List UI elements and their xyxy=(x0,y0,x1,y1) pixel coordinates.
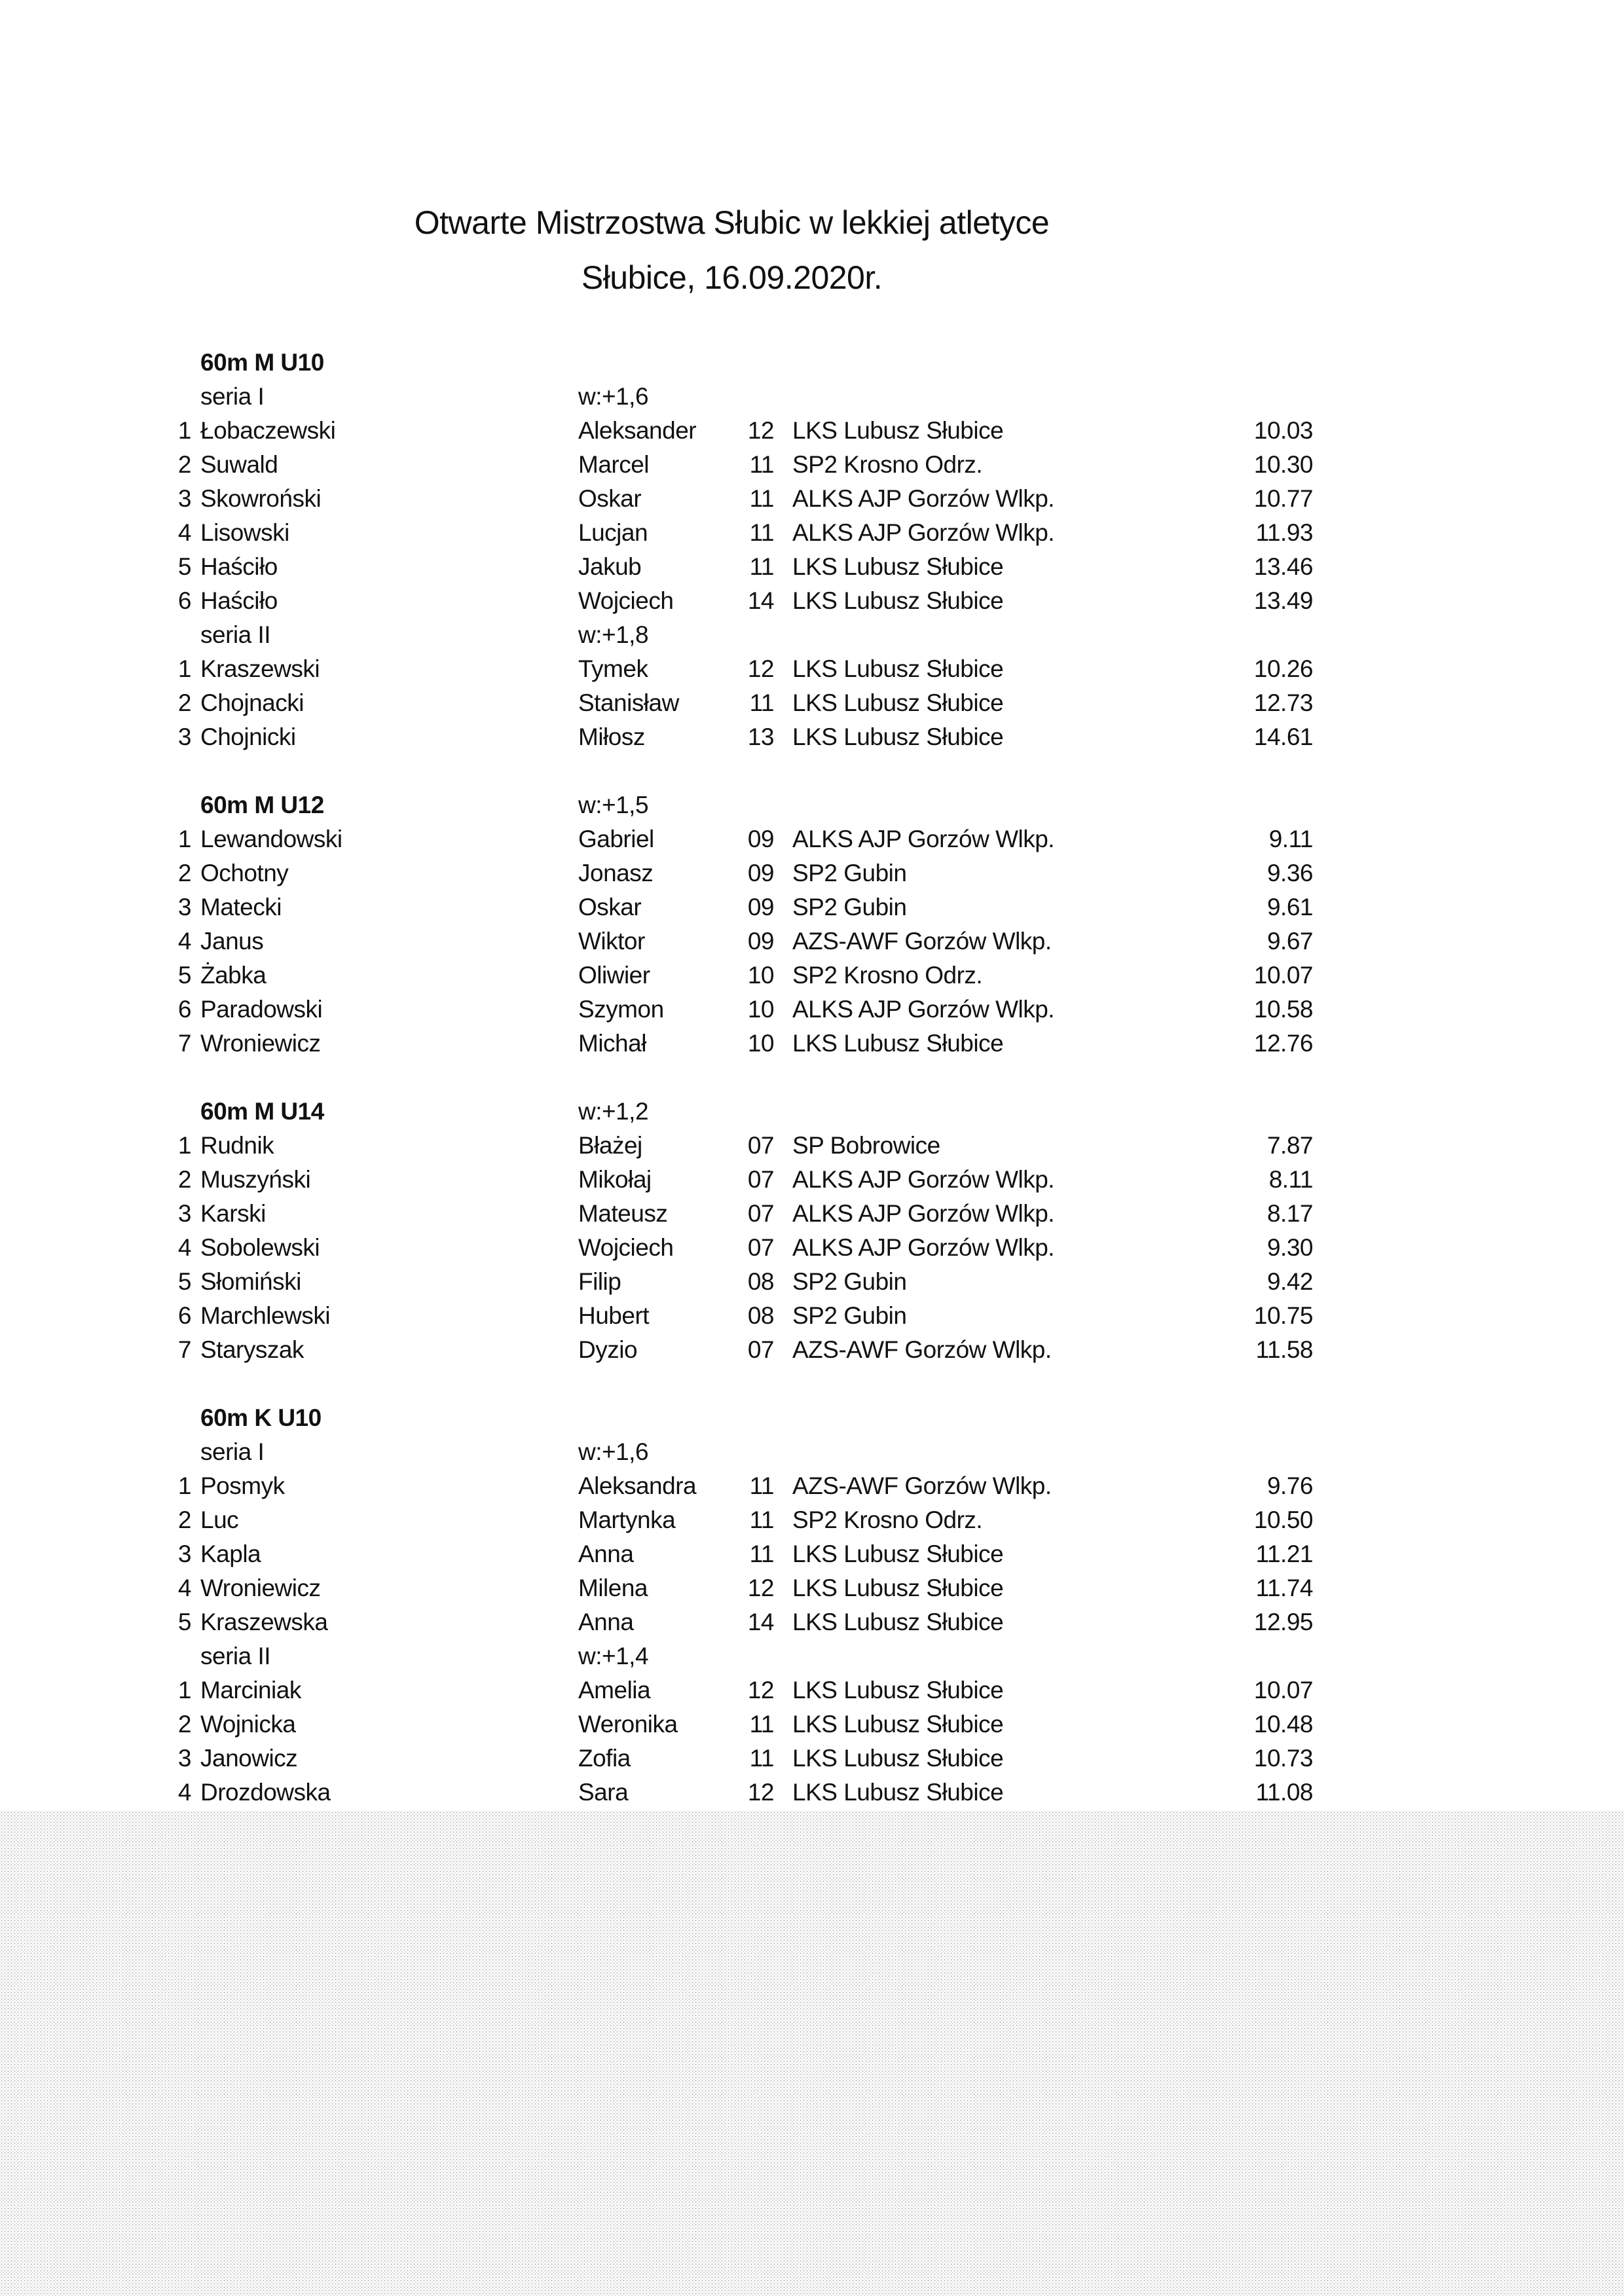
firstname-cell: Sara xyxy=(578,1779,629,1806)
event-section xyxy=(151,1401,1313,1810)
surname-cell: Skowroński xyxy=(200,485,322,512)
results-sections xyxy=(151,346,1313,1810)
event-title: 60m M U10 xyxy=(200,349,324,376)
result-cell: 12.73 xyxy=(1253,689,1313,716)
place-cell: 2 xyxy=(177,860,191,886)
result-row xyxy=(151,1333,1313,1367)
firstname-cell: Marcel xyxy=(578,451,650,478)
firstname-cell: Oskar xyxy=(578,894,642,920)
club-cell: SP Bobrowice xyxy=(792,1132,940,1159)
club-cell: LKS Lubusz Słubice xyxy=(792,655,1004,682)
club-cell: LKS Lubusz Słubice xyxy=(792,1677,1004,1704)
surname-cell: Karski xyxy=(200,1200,266,1227)
year-cell: 11 xyxy=(749,451,774,478)
firstname-cell: Amelia xyxy=(578,1677,651,1704)
event-title: 60m M U14 xyxy=(200,1098,324,1125)
result-cell: 10.07 xyxy=(1253,1677,1313,1704)
place-cell xyxy=(151,380,191,414)
result-cell: 9.76 xyxy=(1266,1472,1313,1499)
year-cell: 11 xyxy=(749,689,774,716)
year-cell: 13 xyxy=(747,723,774,750)
result-row xyxy=(151,1231,1313,1265)
year-cell: 09 xyxy=(747,928,774,955)
surname-cell: Suwald xyxy=(200,451,278,478)
club-cell: ALKS AJP Gorzów Wlkp. xyxy=(792,826,1055,852)
place-cell xyxy=(151,1095,191,1129)
surname-cell: Kraszewska xyxy=(200,1609,328,1635)
result-cell: 12.95 xyxy=(1253,1609,1313,1635)
year-cell: 10 xyxy=(747,962,774,989)
result-cell: 8.11 xyxy=(1268,1166,1313,1193)
document-title: Otwarte Mistrzostwa Słubic w lekkiej atletyce xyxy=(414,204,1050,241)
firstname-cell: Miłosz xyxy=(578,723,645,750)
club-cell: LKS Lubusz Słubice xyxy=(792,1711,1004,1738)
place-cell: 4 xyxy=(177,519,191,546)
surname-cell: Wroniewicz xyxy=(200,1030,321,1057)
place-cell: 5 xyxy=(177,962,191,989)
firstname-cell: Zofia xyxy=(578,1745,631,1772)
club-cell: AZS-AWF Gorzów Wlkp. xyxy=(792,1336,1052,1363)
year-cell: 11 xyxy=(749,1506,774,1533)
club-cell: SP2 Gubin xyxy=(792,860,907,886)
place-cell: 3 xyxy=(177,1745,191,1772)
place-cell: 3 xyxy=(177,1540,191,1567)
club-cell: LKS Lubusz Słubice xyxy=(792,689,1004,716)
result-row xyxy=(151,1469,1313,1503)
year-cell: 14 xyxy=(747,1609,774,1635)
result-cell: 13.46 xyxy=(1253,553,1313,580)
surname-cell: Lewandowski xyxy=(200,826,342,852)
club-cell: ALKS AJP Gorzów Wlkp. xyxy=(792,1200,1055,1227)
result-cell: 9.11 xyxy=(1268,826,1313,852)
firstname-cell: Oliwier xyxy=(578,962,650,989)
surname-cell: Muszyński xyxy=(200,1166,311,1193)
surname-cell: Sobolewski xyxy=(200,1234,320,1261)
place-cell: 1 xyxy=(177,417,191,444)
club-cell: LKS Lubusz Słubice xyxy=(792,723,1004,750)
surname-cell: Staryszak xyxy=(200,1336,304,1363)
place-cell: 6 xyxy=(177,587,191,614)
club-cell: ALKS AJP Gorzów Wlkp. xyxy=(792,1234,1055,1261)
firstname-cell: Milena xyxy=(578,1575,648,1601)
place-cell: 4 xyxy=(177,1575,191,1601)
year-cell: 11 xyxy=(749,553,774,580)
section-header-row xyxy=(151,346,1313,380)
result-row xyxy=(151,924,1313,958)
year-cell: 09 xyxy=(747,860,774,886)
result-row xyxy=(151,1707,1313,1741)
surname-cell: Posmyk xyxy=(200,1472,285,1499)
result-cell: 9.67 xyxy=(1266,928,1313,955)
surname-cell: Chojnacki xyxy=(200,689,304,716)
result-row xyxy=(151,1163,1313,1197)
club-cell: LKS Lubusz Słubice xyxy=(792,1540,1004,1567)
heat-label-row xyxy=(151,380,1313,414)
heat-label: seria II xyxy=(200,621,271,648)
club-cell: SP2 Gubin xyxy=(792,1302,907,1329)
result-row xyxy=(151,584,1313,618)
result-row xyxy=(151,516,1313,550)
result-cell: 11.93 xyxy=(1255,519,1313,546)
heat-label-row xyxy=(151,618,1313,652)
result-row xyxy=(151,1027,1313,1061)
result-row xyxy=(151,1265,1313,1299)
firstname-cell: Dyzio xyxy=(578,1336,638,1363)
club-cell: SP2 Krosno Odrz. xyxy=(792,1506,983,1533)
year-cell: 12 xyxy=(747,1779,774,1806)
result-cell: 10.26 xyxy=(1253,655,1313,682)
result-cell: 11.74 xyxy=(1255,1575,1313,1601)
section-header-row xyxy=(151,1095,1313,1129)
heat-label-row xyxy=(151,1435,1313,1469)
result-cell: 14.61 xyxy=(1253,723,1313,750)
club-cell: LKS Lubusz Słubice xyxy=(792,587,1004,614)
result-row xyxy=(151,1537,1313,1571)
result-row xyxy=(151,1673,1313,1707)
year-cell: 07 xyxy=(747,1336,774,1363)
club-cell: LKS Lubusz Słubice xyxy=(792,1609,1004,1635)
wind-value: w:+1,2 xyxy=(578,1098,649,1125)
firstname-cell: Mateusz xyxy=(578,1200,668,1227)
year-cell: 10 xyxy=(747,996,774,1023)
result-row xyxy=(151,890,1313,924)
place-cell: 2 xyxy=(177,689,191,716)
surname-cell: Drozdowska xyxy=(200,1779,331,1806)
result-cell: 10.75 xyxy=(1253,1302,1313,1329)
surname-cell: Wroniewicz xyxy=(200,1575,321,1601)
result-cell: 7.87 xyxy=(1266,1132,1313,1159)
result-row xyxy=(151,1197,1313,1231)
surname-cell: Łobaczewski xyxy=(200,417,336,444)
club-cell: LKS Lubusz Słubice xyxy=(792,1779,1004,1806)
year-cell: 08 xyxy=(747,1268,774,1295)
club-cell: SP2 Gubin xyxy=(792,1268,907,1295)
event-section xyxy=(151,788,1313,1061)
firstname-cell: Hubert xyxy=(578,1302,650,1329)
place-cell xyxy=(151,1435,191,1469)
heat-label: seria I xyxy=(200,1438,265,1465)
surname-cell: Janowicz xyxy=(200,1745,298,1772)
place-cell xyxy=(151,1401,191,1435)
firstname-cell: Jonasz xyxy=(578,860,654,886)
place-cell: 2 xyxy=(177,1166,191,1193)
firstname-cell: Oskar xyxy=(578,485,642,512)
year-cell: 11 xyxy=(749,1711,774,1738)
result-cell: 9.30 xyxy=(1266,1234,1313,1261)
surname-cell: Marchlewski xyxy=(200,1302,331,1329)
firstname-cell: Szymon xyxy=(578,996,664,1023)
section-header-row xyxy=(151,788,1313,822)
club-cell: AZS-AWF Gorzów Wlkp. xyxy=(792,928,1052,955)
club-cell: ALKS AJP Gorzów Wlkp. xyxy=(792,485,1055,512)
result-row xyxy=(151,720,1313,754)
result-row xyxy=(151,686,1313,720)
place-cell: 1 xyxy=(177,826,191,852)
wind-value: w:+1,6 xyxy=(578,1438,649,1465)
surname-cell: Marciniak xyxy=(200,1677,301,1704)
firstname-cell: Wiktor xyxy=(578,928,645,955)
place-cell: 3 xyxy=(177,894,191,920)
heat-label-row xyxy=(151,1639,1313,1673)
place-cell: 4 xyxy=(177,1779,191,1806)
place-cell: 1 xyxy=(177,1132,191,1159)
result-cell: 11.21 xyxy=(1255,1540,1313,1567)
place-cell: 3 xyxy=(177,1200,191,1227)
place-cell: 3 xyxy=(177,723,191,750)
result-row xyxy=(151,1571,1313,1605)
year-cell: 12 xyxy=(747,417,774,444)
result-cell: 8.17 xyxy=(1266,1200,1313,1227)
firstname-cell: Wojciech xyxy=(578,587,674,614)
year-cell: 11 xyxy=(749,1472,774,1499)
place-cell: 5 xyxy=(177,1268,191,1295)
place-cell xyxy=(151,346,191,380)
surname-cell: Słomiński xyxy=(200,1268,301,1295)
club-cell: ALKS AJP Gorzów Wlkp. xyxy=(792,519,1055,546)
firstname-cell: Tymek xyxy=(578,655,648,682)
place-cell: 6 xyxy=(177,996,191,1023)
event-title: 60m K U10 xyxy=(200,1404,322,1431)
surname-cell: Żabka xyxy=(200,962,267,989)
club-cell: SP2 Gubin xyxy=(792,894,907,920)
year-cell: 09 xyxy=(747,826,774,852)
result-row xyxy=(151,958,1313,993)
year-cell: 10 xyxy=(747,1030,774,1057)
result-cell: 11.08 xyxy=(1255,1779,1313,1806)
wind-value: w:+1,8 xyxy=(578,621,649,648)
result-row xyxy=(151,1503,1313,1537)
firstname-cell: Anna xyxy=(578,1540,634,1567)
year-cell: 07 xyxy=(747,1234,774,1261)
club-cell: LKS Lubusz Słubice xyxy=(792,1745,1004,1772)
result-cell: 9.61 xyxy=(1266,894,1313,920)
result-cell: 10.03 xyxy=(1253,417,1313,444)
year-cell: 12 xyxy=(747,655,774,682)
surname-cell: Matecki xyxy=(200,894,282,920)
firstname-cell: Weronika xyxy=(578,1711,678,1738)
result-cell: 10.73 xyxy=(1253,1745,1313,1772)
year-cell: 12 xyxy=(747,1575,774,1601)
event-title: 60m M U12 xyxy=(200,792,324,818)
place-cell: 2 xyxy=(177,1711,191,1738)
surname-cell: Ochotny xyxy=(200,860,289,886)
surname-cell: Lisowski xyxy=(200,519,289,546)
result-cell: 10.07 xyxy=(1253,962,1313,989)
result-row xyxy=(151,856,1313,890)
place-cell: 1 xyxy=(177,655,191,682)
event-section xyxy=(151,1095,1313,1367)
event-section xyxy=(151,346,1313,754)
surname-cell: Janus xyxy=(200,928,264,955)
place-cell: 4 xyxy=(177,1234,191,1261)
firstname-cell: Martynka xyxy=(578,1506,676,1533)
result-row xyxy=(151,1776,1313,1810)
year-cell: 07 xyxy=(747,1166,774,1193)
result-cell: 11.58 xyxy=(1255,1336,1313,1363)
club-cell: SP2 Krosno Odrz. xyxy=(792,962,983,989)
result-cell: 10.30 xyxy=(1253,451,1313,478)
firstname-cell: Błażej xyxy=(578,1132,642,1159)
place-cell: 2 xyxy=(177,451,191,478)
result-row xyxy=(151,550,1313,584)
result-row xyxy=(151,1299,1313,1333)
result-row xyxy=(151,1741,1313,1776)
firstname-cell: Lucjan xyxy=(578,519,648,546)
year-cell: 11 xyxy=(749,519,774,546)
club-cell: LKS Lubusz Słubice xyxy=(792,1030,1004,1057)
result-cell: 10.50 xyxy=(1253,1506,1313,1533)
result-cell: 10.48 xyxy=(1253,1711,1313,1738)
firstname-cell: Jakub xyxy=(578,553,642,580)
club-cell: ALKS AJP Gorzów Wlkp. xyxy=(792,996,1055,1023)
place-cell: 7 xyxy=(177,1336,191,1363)
year-cell: 11 xyxy=(749,485,774,512)
wind-value: w:+1,5 xyxy=(578,792,649,818)
result-row xyxy=(151,652,1313,686)
firstname-cell: Mikołaj xyxy=(578,1166,652,1193)
surname-cell: Kapla xyxy=(200,1540,261,1567)
place-cell: 5 xyxy=(177,1609,191,1635)
year-cell: 11 xyxy=(749,1540,774,1567)
wind-value: w:+1,4 xyxy=(578,1643,649,1669)
result-cell: 10.58 xyxy=(1253,996,1313,1023)
year-cell: 09 xyxy=(747,894,774,920)
year-cell: 12 xyxy=(747,1677,774,1704)
document-subtitle: Słubice, 16.09.2020r. xyxy=(581,259,883,296)
heat-label: seria II xyxy=(200,1643,271,1669)
title-block xyxy=(151,0,1313,305)
result-cell: 13.49 xyxy=(1253,587,1313,614)
place-cell xyxy=(151,618,191,652)
result-cell: 9.42 xyxy=(1266,1268,1313,1295)
firstname-cell: Aleksandra xyxy=(578,1472,697,1499)
result-row xyxy=(151,993,1313,1027)
firstname-cell: Wojciech xyxy=(578,1234,674,1261)
place-cell: 1 xyxy=(177,1472,191,1499)
place-cell: 3 xyxy=(177,485,191,512)
club-cell: LKS Lubusz Słubice xyxy=(792,417,1004,444)
result-row xyxy=(151,1605,1313,1639)
club-cell: LKS Lubusz Słubice xyxy=(792,553,1004,580)
place-cell: 5 xyxy=(177,553,191,580)
club-cell: AZS-AWF Gorzów Wlkp. xyxy=(792,1472,1052,1499)
club-cell: LKS Lubusz Słubice xyxy=(792,1575,1004,1601)
firstname-cell: Filip xyxy=(578,1268,621,1295)
place-cell: 1 xyxy=(177,1677,191,1704)
year-cell: 07 xyxy=(747,1200,774,1227)
place-cell xyxy=(151,788,191,822)
surname-cell: Haściło xyxy=(200,553,278,580)
firstname-cell: Stanisław xyxy=(578,689,679,716)
surname-cell: Rudnik xyxy=(200,1132,274,1159)
place-cell xyxy=(151,1639,191,1673)
surname-cell: Wojnicka xyxy=(200,1711,296,1738)
result-cell: 10.77 xyxy=(1253,485,1313,512)
year-cell: 14 xyxy=(747,587,774,614)
firstname-cell: Anna xyxy=(578,1609,634,1635)
result-cell: 9.36 xyxy=(1266,860,1313,886)
heat-label: seria I xyxy=(200,383,265,410)
firstname-cell: Michał xyxy=(578,1030,646,1057)
scan-halftone-texture xyxy=(0,1811,1624,2296)
result-row xyxy=(151,448,1313,482)
place-cell: 2 xyxy=(177,1506,191,1533)
club-cell: SP2 Krosno Odrz. xyxy=(792,451,983,478)
year-cell: 11 xyxy=(749,1745,774,1772)
result-cell: 12.76 xyxy=(1253,1030,1313,1057)
section-header-row xyxy=(151,1401,1313,1435)
surname-cell: Kraszewski xyxy=(200,655,320,682)
surname-cell: Paradowski xyxy=(200,996,323,1023)
result-row xyxy=(151,1129,1313,1163)
surname-cell: Chojnicki xyxy=(200,723,296,750)
place-cell: 6 xyxy=(177,1302,191,1329)
year-cell: 07 xyxy=(747,1132,774,1159)
result-row xyxy=(151,482,1313,516)
wind-value: w:+1,6 xyxy=(578,383,649,410)
firstname-cell: Gabriel xyxy=(578,826,654,852)
club-cell: ALKS AJP Gorzów Wlkp. xyxy=(792,1166,1055,1193)
surname-cell: Haściło xyxy=(200,587,278,614)
place-cell: 4 xyxy=(177,928,191,955)
firstname-cell: Aleksander xyxy=(578,417,697,444)
place-cell: 7 xyxy=(177,1030,191,1057)
result-row xyxy=(151,414,1313,448)
result-row xyxy=(151,822,1313,856)
surname-cell: Luc xyxy=(200,1506,239,1533)
year-cell: 08 xyxy=(747,1302,774,1329)
